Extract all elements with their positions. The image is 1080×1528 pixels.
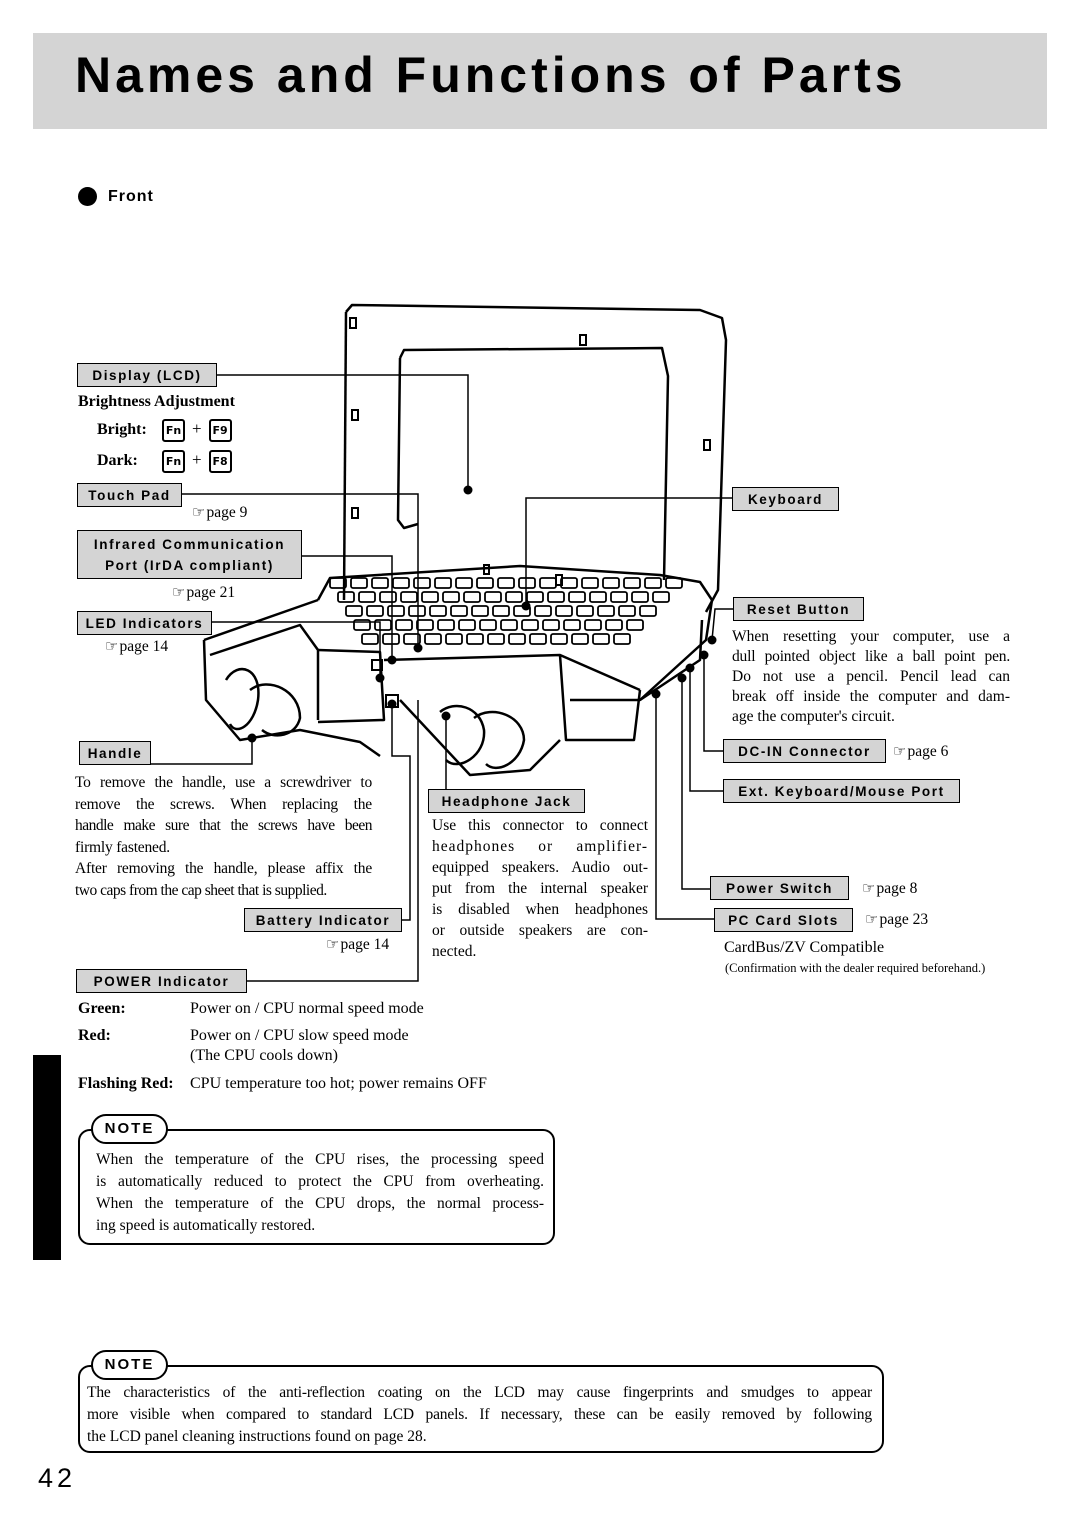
red-text-2: (The CPU cools down) bbox=[190, 1047, 338, 1064]
keyboard-key bbox=[619, 606, 635, 616]
hand-pointing-right-icon: ☞ bbox=[893, 742, 907, 760]
side-tab bbox=[33, 1055, 61, 1260]
page-number: 42 bbox=[38, 1463, 77, 1493]
keyboard-key bbox=[632, 592, 648, 602]
keyboard-key bbox=[527, 592, 543, 602]
hand-pointing-right-icon: ☞ bbox=[865, 910, 879, 928]
keyboard-key bbox=[477, 578, 493, 588]
keyboard-key bbox=[509, 634, 525, 644]
keyboard-key bbox=[396, 620, 412, 630]
keyboard-key bbox=[401, 592, 417, 602]
keyboard-key bbox=[459, 620, 475, 630]
keyboard-key bbox=[582, 578, 598, 588]
keyboard-key bbox=[372, 578, 388, 588]
keyboard-key bbox=[367, 606, 383, 616]
green-text: Power on / CPU normal speed mode bbox=[190, 1000, 424, 1017]
label-infrared: Infrared Communication Port (IrDA compliant) bbox=[77, 530, 302, 579]
label-headphone-jack: Headphone Jack bbox=[428, 789, 585, 813]
keyboard-key bbox=[435, 578, 451, 588]
keyboard-key bbox=[577, 606, 593, 616]
pageref-infrared: ☞page 21 bbox=[172, 583, 236, 601]
hand-pointing-right-icon: ☞ bbox=[105, 637, 119, 655]
brightness-heading: Brightness Adjustment bbox=[78, 393, 235, 410]
label-led-indicators: LED Indicators bbox=[77, 611, 212, 635]
note-cpu-text: When the temperature of the CPU rises, the processing speed is automatically reduced to protect the CPU from overheating. When the temperature of the CPU drops, the normal process- ing speed is automatically restored. bbox=[96, 1151, 544, 1234]
keyboard-key bbox=[493, 606, 509, 616]
keyboard-key bbox=[653, 592, 669, 602]
headphone-description: Use this connector to connect headphones or amplifier- equipped speakers. Audio out- put from the internal speaker is disabled when headphones or outside speakers are con- nected. bbox=[432, 817, 648, 960]
hand-pointing-right-icon: ☞ bbox=[192, 503, 206, 521]
keyboard-key bbox=[569, 592, 585, 602]
label-keyboard: Keyboard bbox=[732, 487, 839, 511]
keyboard-key bbox=[624, 578, 640, 588]
f9-key-icon: F9 bbox=[209, 419, 232, 442]
red-text: Power on / CPU slow speed mode bbox=[190, 1027, 409, 1044]
flashing-red-label: Flashing Red: bbox=[78, 1075, 174, 1092]
keyboard-key bbox=[543, 620, 559, 630]
keyboard-key bbox=[606, 620, 622, 630]
keyboard-key bbox=[522, 620, 538, 630]
label-battery-indicator: Battery Indicator bbox=[244, 908, 402, 932]
keyboard-key bbox=[485, 592, 501, 602]
keyboard-key bbox=[530, 634, 546, 644]
keyboard-key bbox=[488, 634, 504, 644]
pageref-power-switch: ☞page 8 bbox=[862, 879, 918, 897]
note-lcd-text: The characteristics of the anti-reflection coating on the LCD may cause fingerprints and smudges to appear more visible when compared to standard LCD panels. If necessary, these can be easily removed by following the LCD panel cleaning instructions found on page 28. bbox=[87, 1384, 872, 1445]
keyboard-key bbox=[519, 578, 535, 588]
keyboard-key bbox=[425, 634, 441, 644]
label-touch-pad: Touch Pad bbox=[77, 483, 182, 507]
cardbus-text: CardBus/ZV Compatible bbox=[724, 939, 885, 956]
keyboard-key bbox=[480, 620, 496, 630]
keyboard-key bbox=[611, 592, 627, 602]
bright-label: Bright: bbox=[97, 421, 147, 438]
red-label: Red: bbox=[78, 1027, 111, 1044]
label-reset-button: Reset Button bbox=[733, 597, 864, 621]
keyboard-key bbox=[614, 634, 630, 644]
keyboard-key bbox=[451, 606, 467, 616]
keyboard-key bbox=[417, 620, 433, 630]
keyboard-key bbox=[446, 634, 462, 644]
keyboard-key bbox=[506, 592, 522, 602]
label-handle: Handle bbox=[79, 741, 151, 765]
label-dc-in-connector: DC-IN Connector bbox=[723, 739, 886, 763]
keyboard-key bbox=[409, 606, 425, 616]
keyboard-key bbox=[456, 578, 472, 588]
keyboard-key bbox=[383, 634, 399, 644]
page-title: Names and Functions of Parts bbox=[75, 47, 907, 103]
keyboard-key bbox=[422, 592, 438, 602]
keyboard-key bbox=[380, 592, 396, 602]
keyboard-key bbox=[438, 620, 454, 630]
fn-key-icon: Fn bbox=[162, 450, 185, 473]
keyboard-key bbox=[393, 578, 409, 588]
keyboard-key bbox=[598, 606, 614, 616]
keyboard-key bbox=[540, 578, 556, 588]
keyboard-key bbox=[548, 592, 564, 602]
pageref-battery: ☞page 14 bbox=[326, 935, 390, 953]
keyboard-key bbox=[590, 592, 606, 602]
fn-key-icon: Fn bbox=[162, 419, 185, 442]
keyboard-key bbox=[556, 606, 572, 616]
handle-description: To remove the handle, use a screwdriver to remove the screws. When replacing the handle make sure that the screws have been firmly fastened. After removing the handle, please affix the two caps from the cap sheet that is supplied. bbox=[75, 774, 372, 899]
label-power-indicator: POWER Indicator bbox=[76, 969, 247, 993]
note-tag: NOTE bbox=[91, 1350, 168, 1380]
keyboard-key bbox=[414, 578, 430, 588]
keyboard-key bbox=[585, 620, 601, 630]
hand-pointing-right-icon: ☞ bbox=[862, 879, 876, 897]
label-display-lcd: Display (LCD) bbox=[77, 363, 217, 387]
pageref-led: ☞page 14 bbox=[105, 637, 169, 655]
keyboard-key bbox=[572, 634, 588, 644]
dark-label: Dark: bbox=[97, 452, 138, 469]
keyboard-key bbox=[443, 592, 459, 602]
keyboard-key bbox=[464, 592, 480, 602]
pageref-pc-card: ☞page 23 bbox=[865, 910, 929, 928]
label-ext-keyboard-mouse-port: Ext. Keyboard/Mouse Port bbox=[723, 779, 960, 803]
keyboard-key bbox=[351, 578, 367, 588]
keyboard-key bbox=[359, 592, 375, 602]
keyboard-key bbox=[472, 606, 488, 616]
keyboard-key bbox=[593, 634, 609, 644]
keyboard-key bbox=[627, 620, 643, 630]
pageref-touch-pad: ☞page 9 bbox=[192, 503, 248, 521]
brightness-bright-keys: Fn + F9 bbox=[162, 418, 232, 442]
f8-key-icon: F8 bbox=[209, 450, 232, 473]
note-tag: NOTE bbox=[91, 1114, 168, 1144]
keyboard-key bbox=[388, 606, 404, 616]
pageref-dcin: ☞page 6 bbox=[893, 742, 949, 760]
keyboard-key bbox=[535, 606, 551, 616]
label-power-switch: Power Switch bbox=[710, 876, 849, 900]
keyboard-key bbox=[430, 606, 446, 616]
keyboard-key bbox=[346, 606, 362, 616]
keyboard-key bbox=[467, 634, 483, 644]
label-pc-card-slots: PC Card Slots bbox=[714, 908, 853, 932]
keyboard-key bbox=[645, 578, 661, 588]
green-label: Green: bbox=[78, 1000, 126, 1017]
keyboard-key bbox=[498, 578, 514, 588]
brightness-dark-keys: Fn + F8 bbox=[162, 449, 232, 473]
keyboard-key bbox=[362, 634, 378, 644]
keyboard-key bbox=[561, 578, 577, 588]
reset-description: When resetting your computer, use a dull pointed object like a ball point pen. Do not use a pencil. Pencil lead can break off inside the computer and dam- age the computer's circuit. bbox=[732, 628, 1010, 725]
keyboard-key bbox=[551, 634, 567, 644]
confirmation-text: (Confirmation with the dealer required beforehand.) bbox=[725, 961, 986, 975]
keyboard-key bbox=[640, 606, 656, 616]
section-title: Front bbox=[108, 188, 154, 205]
keyboard-key bbox=[338, 592, 354, 602]
hand-pointing-right-icon: ☞ bbox=[172, 583, 186, 601]
keyboard-key bbox=[603, 578, 619, 588]
keyboard-key bbox=[501, 620, 517, 630]
keyboard-key bbox=[564, 620, 580, 630]
hand-pointing-right-icon: ☞ bbox=[326, 935, 340, 953]
flashing-red-text: CPU temperature too hot; power remains OFF bbox=[190, 1075, 487, 1092]
